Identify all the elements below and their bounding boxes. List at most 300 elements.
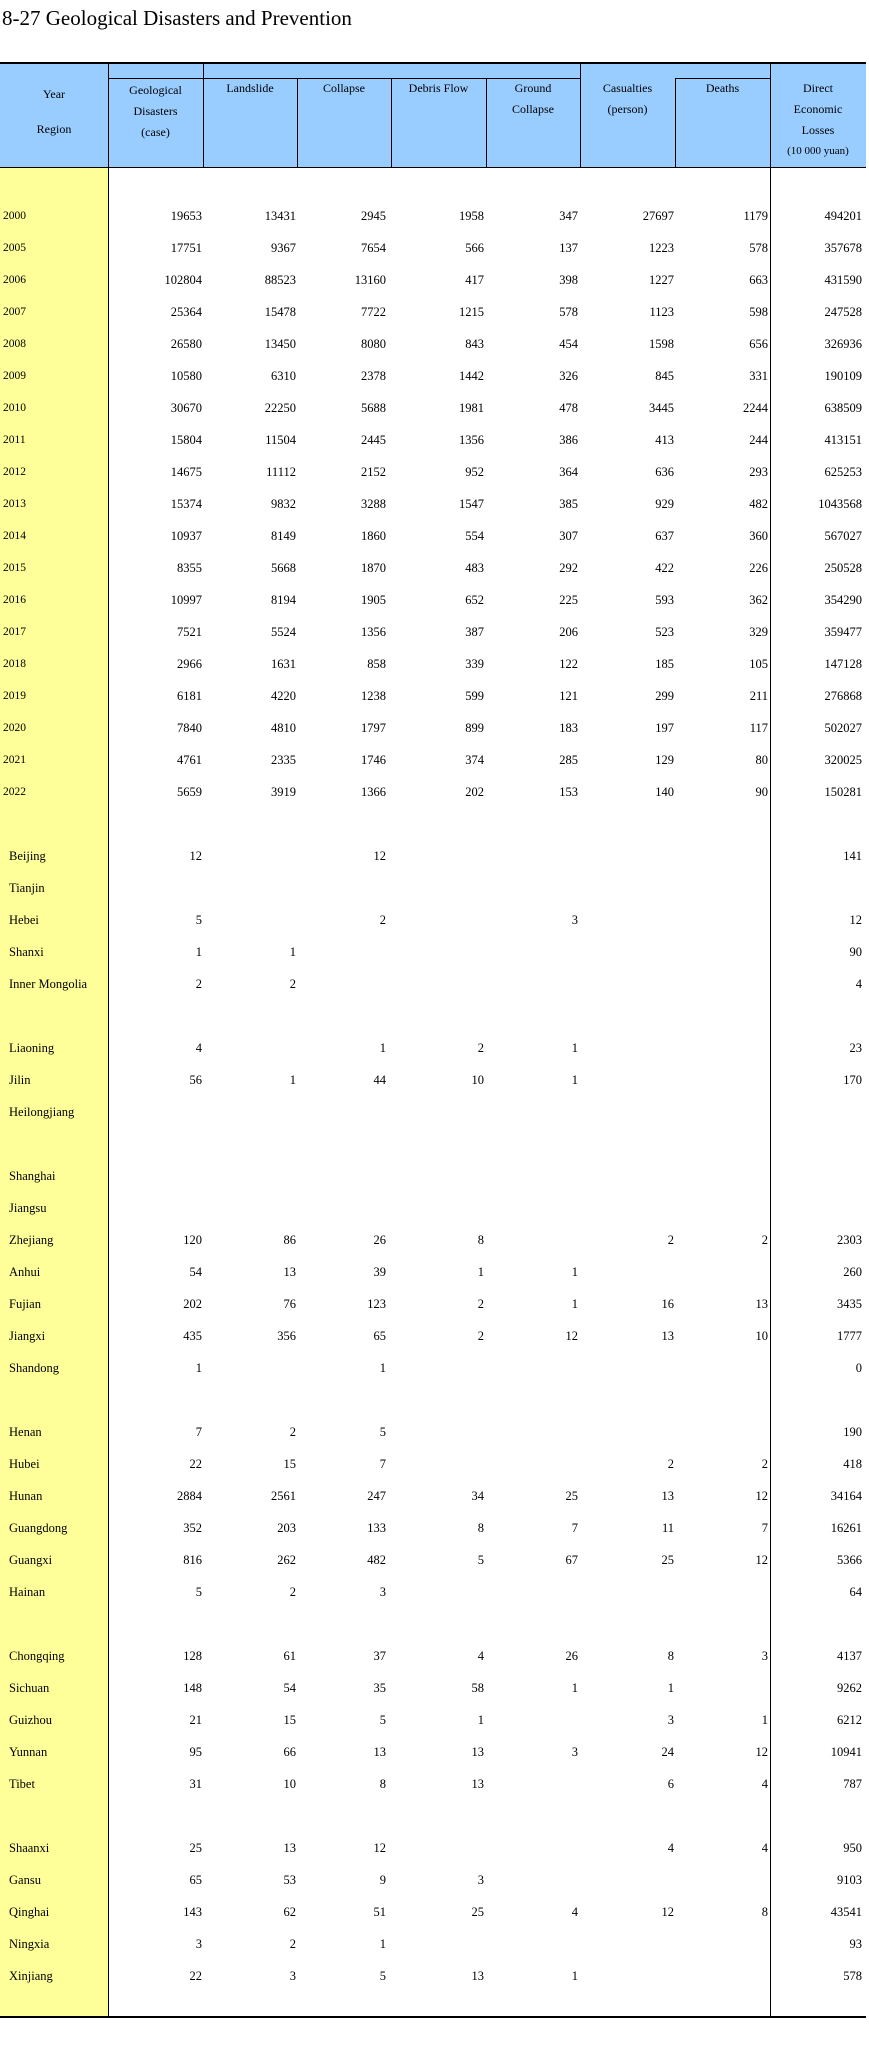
region-label: Tianjin	[9, 881, 45, 895]
table-cell: 7	[571, 1521, 578, 1535]
table-cell: 4810	[271, 721, 296, 735]
table-cell: 5	[379, 1713, 386, 1727]
table-cell: 7	[379, 1457, 386, 1471]
table-cell: 22	[189, 1457, 202, 1471]
table-cell: 10937	[170, 529, 202, 543]
table-cell: 10580	[170, 369, 202, 383]
region-row	[0, 872, 866, 904]
table-cell: 8080	[361, 337, 386, 351]
table-cell: 482	[749, 497, 768, 511]
region-label: Jiangsu	[9, 1201, 47, 1215]
header-landslide: Landslide	[226, 81, 274, 95]
table-cell: 362	[749, 593, 768, 607]
table-cell: 1981	[459, 401, 484, 415]
table-cell: 398	[559, 273, 578, 287]
table-cell: 413	[655, 433, 674, 447]
table-cell: 13	[661, 1489, 674, 1503]
table-cell: 454	[559, 337, 578, 351]
table-cell: 31	[189, 1777, 202, 1791]
table-cell: 385	[559, 497, 578, 511]
year-label: 2012	[3, 466, 26, 478]
table-cell: 816	[183, 1553, 202, 1567]
table-cell: 13	[471, 1777, 484, 1791]
table-cell: 44	[373, 1073, 386, 1087]
table-cell: 1	[289, 945, 296, 959]
region-label: Chongqing	[9, 1649, 65, 1663]
table-cell: 1442	[459, 369, 484, 383]
table-cell: 13	[755, 1297, 768, 1311]
year-row	[0, 552, 866, 584]
table-bottom-rule	[0, 2016, 866, 2018]
table-cell: 12	[755, 1489, 768, 1503]
table-cell: 952	[465, 465, 484, 479]
table-cell: 1598	[649, 337, 674, 351]
table-cell: 3	[289, 1969, 296, 1983]
region-row	[0, 1576, 866, 1608]
table-cell: 1860	[361, 529, 386, 543]
table-cell: 299	[655, 689, 674, 703]
table-cell: 2244	[743, 401, 768, 415]
table-cell: 4	[195, 1041, 202, 1055]
table-cell: 1356	[361, 625, 386, 639]
table-cell: 11112	[266, 465, 296, 479]
region-label: Hainan	[9, 1585, 46, 1599]
table-cell: 276868	[824, 689, 862, 703]
table-cell: 494201	[824, 209, 862, 223]
region-row	[0, 1448, 866, 1480]
table-cell: 858	[367, 657, 386, 671]
table-cell: 7840	[177, 721, 202, 735]
table-cell: 13	[283, 1841, 296, 1855]
table-cell: 5	[195, 913, 202, 927]
year-label: 2011	[3, 434, 26, 446]
region-label: Tibet	[9, 1777, 35, 1791]
page-title: 8-27 Geological Disasters and Prevention	[2, 6, 352, 30]
table-cell: 357678	[824, 241, 862, 255]
table-cell: 12	[849, 913, 862, 927]
table-cell: 1	[379, 1041, 386, 1055]
table-cell: 6181	[177, 689, 202, 703]
table-cell: 3	[477, 1873, 484, 1887]
table-cell: 5	[379, 1969, 386, 1983]
table-cell: 2	[477, 1329, 484, 1343]
table-cell: 578	[749, 241, 768, 255]
table-cell: 76	[283, 1297, 296, 1311]
year-label: 2022	[3, 786, 26, 798]
table-cell: 1043568	[818, 497, 862, 511]
table-cell: 19653	[170, 209, 202, 223]
year-label: 2015	[3, 562, 26, 574]
table-cell: 3	[761, 1649, 768, 1663]
table-cell: 4761	[177, 753, 202, 767]
table-cell: 1	[477, 1265, 484, 1279]
table-cell: 25	[471, 1905, 484, 1919]
table-cell: 1366	[361, 785, 386, 799]
table-cell: 845	[655, 369, 674, 383]
table-cell: 3	[195, 1937, 202, 1951]
table-cell: 15	[283, 1713, 296, 1727]
table-cell: 150281	[824, 785, 862, 799]
table-cell: 2966	[177, 657, 202, 671]
region-label: Fujian	[9, 1297, 41, 1311]
table-cell: 8194	[271, 593, 296, 607]
table-cell: 1	[571, 1297, 578, 1311]
region-row	[0, 1096, 866, 1128]
table-cell: 1870	[361, 561, 386, 575]
table-cell: 10941	[830, 1745, 862, 1759]
table-cell: 67	[565, 1553, 578, 1567]
table-cell: 422	[655, 561, 674, 575]
region-label: Shaanxi	[9, 1841, 50, 1855]
table-cell: 203	[277, 1521, 296, 1535]
table-cell: 435	[183, 1329, 202, 1343]
table-cell: 4	[667, 1841, 674, 1855]
table-cell: 2945	[361, 209, 386, 223]
header-year: Year	[42, 87, 66, 101]
table-cell: 2335	[271, 753, 296, 767]
year-row	[0, 424, 866, 456]
table-cell: 2	[289, 1425, 296, 1439]
column-divider	[486, 78, 487, 168]
table-cell: 431590	[824, 273, 862, 287]
table-cell: 13	[471, 1745, 484, 1759]
table-cell: 1	[477, 1713, 484, 1727]
table-cell: 2303	[837, 1233, 862, 1247]
table-cell: 34164	[830, 1489, 862, 1503]
year-label: 2019	[3, 690, 26, 702]
region-row	[0, 1416, 866, 1448]
table-cell: 30670	[170, 401, 202, 415]
region-row	[0, 936, 866, 968]
table-cell: 293	[749, 465, 768, 479]
table-cell: 15804	[170, 433, 202, 447]
table-cell: 843	[465, 337, 484, 351]
data-table	[0, 62, 866, 2018]
header-region: Region	[36, 122, 72, 136]
table-cell: 307	[559, 529, 578, 543]
table-cell: 3	[667, 1713, 674, 1727]
table-cell: 347	[559, 209, 578, 223]
table-cell: 34	[471, 1489, 484, 1503]
table-cell: 128	[183, 1649, 202, 1663]
table-cell: 359477	[824, 625, 862, 639]
year-row	[0, 488, 866, 520]
table-cell: 2	[761, 1233, 768, 1247]
table-cell: 26580	[170, 337, 202, 351]
column-divider	[580, 62, 581, 168]
table-cell: 7521	[177, 625, 202, 639]
table-cell: 331	[749, 369, 768, 383]
table-cell: 0	[855, 1361, 862, 1375]
table-cell: 1179	[743, 209, 768, 223]
region-row	[0, 1064, 866, 1096]
table-cell: 10	[283, 1777, 296, 1791]
table-cell: 13	[471, 1969, 484, 1983]
region-row	[0, 1672, 866, 1704]
table-cell: 1	[195, 945, 202, 959]
region-label: Qinghai	[9, 1905, 50, 1919]
table-cell: 66	[283, 1745, 296, 1759]
table-cell: 5668	[271, 561, 296, 575]
table-cell: 1547	[459, 497, 484, 511]
table-cell: 1215	[459, 305, 484, 319]
table-cell: 54	[283, 1681, 296, 1695]
table-cell: 374	[465, 753, 484, 767]
table-cell: 1	[379, 1937, 386, 1951]
table-cell: 148	[183, 1681, 202, 1695]
table-cell: 356	[277, 1329, 296, 1343]
table-cell: 1746	[361, 753, 386, 767]
table-cell: 567027	[824, 529, 862, 543]
table-cell: 27697	[642, 209, 674, 223]
table-cell: 638509	[824, 401, 862, 415]
table-cell: 3445	[649, 401, 674, 415]
year-row	[0, 328, 866, 360]
table-cell: 320025	[824, 753, 862, 767]
year-row	[0, 680, 866, 712]
table-cell: 14675	[170, 465, 202, 479]
table-cell: 386	[559, 433, 578, 447]
table-cell: 12	[755, 1745, 768, 1759]
year-row	[0, 616, 866, 648]
table-cell: 3288	[361, 497, 386, 511]
header-casualties: Casualties (person)	[602, 81, 653, 116]
table-cell: 22250	[264, 401, 296, 415]
region-label: Beijing	[9, 849, 46, 863]
region-label: Hebei	[9, 913, 39, 927]
table-cell: 1223	[649, 241, 674, 255]
table-cell: 285	[559, 753, 578, 767]
header-subrule-right	[675, 78, 770, 79]
table-cell: 185	[655, 657, 674, 671]
region-label: Henan	[9, 1425, 42, 1439]
table-cell: 13431	[264, 209, 296, 223]
table-cell: 5	[477, 1553, 484, 1567]
year-row	[0, 712, 866, 744]
region-row	[0, 1512, 866, 1544]
table-cell: 21	[189, 1713, 202, 1727]
table-cell: 2	[379, 913, 386, 927]
table-cell: 2	[195, 977, 202, 991]
region-row	[0, 1480, 866, 1512]
table-cell: 80	[755, 753, 768, 767]
region-row	[0, 1704, 866, 1736]
table-cell: 1238	[361, 689, 386, 703]
table-cell: 2378	[361, 369, 386, 383]
table-cell: 292	[559, 561, 578, 575]
table-cell: 260	[843, 1265, 862, 1279]
region-label: Xinjiang	[9, 1969, 53, 1983]
table-cell: 1631	[271, 657, 296, 671]
table-cell: 326936	[824, 337, 862, 351]
table-cell: 3919	[271, 785, 296, 799]
table-cell: 133	[367, 1521, 386, 1535]
table-cell: 1	[571, 1265, 578, 1279]
table-cell: 1905	[361, 593, 386, 607]
table-cell: 23	[849, 1041, 862, 1055]
table-cell: 247528	[824, 305, 862, 319]
column-divider	[675, 78, 676, 168]
table-cell: 22	[189, 1969, 202, 1983]
header-collapse: Collapse	[323, 81, 365, 95]
region-label: Guangdong	[9, 1521, 68, 1535]
table-cell: 364	[559, 465, 578, 479]
table-cell: 4137	[837, 1649, 862, 1663]
region-label: Liaoning	[9, 1041, 55, 1055]
year-label: 2007	[3, 306, 26, 318]
region-row	[0, 1288, 866, 1320]
region-row	[0, 1896, 866, 1928]
table-top-rule	[0, 62, 866, 64]
table-cell: 90	[849, 945, 862, 959]
table-cell: 141	[843, 849, 862, 863]
table-cell: 12	[755, 1553, 768, 1567]
region-label: Inner Mongolia	[9, 977, 88, 991]
table-cell: 56	[189, 1073, 202, 1087]
table-cell: 8	[761, 1905, 768, 1919]
table-cell: 656	[749, 337, 768, 351]
table-cell: 578	[559, 305, 578, 319]
table-cell: 599	[465, 689, 484, 703]
year-label: 2000	[3, 210, 26, 222]
table-cell: 2	[761, 1457, 768, 1471]
table-cell: 2	[289, 977, 296, 991]
table-cell: 122	[559, 657, 578, 671]
table-cell: 53	[283, 1873, 296, 1887]
table-cell: 6212	[837, 1713, 862, 1727]
table-cell: 65	[189, 1873, 202, 1887]
header-geological-disasters: Geological Disasters (case)	[129, 83, 182, 139]
table-cell: 58	[471, 1681, 484, 1695]
table-cell: 1	[289, 1073, 296, 1087]
table-cell: 6	[667, 1777, 674, 1791]
year-row	[0, 296, 866, 328]
table-cell: 1	[571, 1969, 578, 1983]
table-cell: 11504	[265, 433, 296, 447]
region-label: Zhejiang	[9, 1233, 54, 1247]
year-row	[0, 584, 866, 616]
table-cell: 190	[843, 1425, 862, 1439]
table-cell: 10997	[170, 593, 202, 607]
table-cell: 352	[183, 1521, 202, 1535]
table-cell: 5688	[361, 401, 386, 415]
table-cell: 11	[661, 1521, 674, 1535]
table-cell: 93	[849, 1937, 862, 1951]
region-row	[0, 1352, 866, 1384]
table-cell: 1777	[837, 1329, 862, 1343]
region-row	[0, 1192, 866, 1224]
table-cell: 2	[289, 1585, 296, 1599]
table-cell: 950	[843, 1841, 862, 1855]
table-cell: 663	[749, 273, 768, 287]
table-cell: 13160	[354, 273, 386, 287]
region-row	[0, 1640, 866, 1672]
table-cell: 417	[465, 273, 484, 287]
table-cell: 523	[655, 625, 674, 639]
table-cell: 4	[761, 1777, 768, 1791]
table-cell: 9	[379, 1873, 386, 1887]
table-cell: 120	[183, 1233, 202, 1247]
table-cell: 226	[749, 561, 768, 575]
table-cell: 25	[189, 1841, 202, 1855]
table-cell: 7	[195, 1425, 202, 1439]
table-cell: 88523	[264, 273, 296, 287]
region-label: Yunnan	[9, 1745, 48, 1759]
table-cell: 247	[367, 1489, 386, 1503]
table-cell: 360	[749, 529, 768, 543]
table-cell: 16	[661, 1297, 674, 1311]
table-cell: 12	[565, 1329, 578, 1343]
region-row	[0, 1256, 866, 1288]
table-cell: 190109	[824, 369, 862, 383]
table-cell: 129	[655, 753, 674, 767]
region-label: Guizhou	[9, 1713, 53, 1727]
table-cell: 64	[849, 1585, 862, 1599]
table-cell: 13	[373, 1745, 386, 1759]
table-cell: 102804	[164, 273, 202, 287]
table-cell: 483	[465, 561, 484, 575]
table-cell: 3435	[837, 1297, 862, 1311]
table-cell: 1958	[459, 209, 484, 223]
year-row	[0, 776, 866, 808]
table-cell: 183	[559, 721, 578, 735]
table-cell: 4	[761, 1841, 768, 1855]
region-row	[0, 1864, 866, 1896]
table-cell: 26	[565, 1649, 578, 1663]
table-cell: 787	[843, 1777, 862, 1791]
table-cell: 37	[373, 1649, 386, 1663]
region-label: Sichuan	[9, 1681, 50, 1695]
region-row	[0, 1960, 866, 1992]
table-cell: 10	[471, 1073, 484, 1087]
table-cell: 2	[289, 1937, 296, 1951]
region-label: Jiangxi	[9, 1329, 46, 1343]
column-divider	[203, 62, 204, 168]
table-cell: 2561	[271, 1489, 296, 1503]
table-cell: 1	[667, 1681, 674, 1695]
table-cell: 105	[749, 657, 768, 671]
table-cell: 5659	[177, 785, 202, 799]
region-label: Shanghai	[9, 1169, 56, 1183]
header-ground-collapse: Ground Collapse	[512, 81, 554, 116]
table-cell: 13	[283, 1265, 296, 1279]
table-cell: 65	[373, 1329, 386, 1343]
table-cell: 26	[373, 1233, 386, 1247]
table-cell: 206	[559, 625, 578, 639]
table-cell: 86	[283, 1233, 296, 1247]
table-cell: 262	[277, 1553, 296, 1567]
table-cell: 418	[843, 1457, 862, 1471]
header-direct-losses: Direct Economic Losses (10 000 yuan)	[787, 81, 849, 157]
table-cell: 16261	[830, 1521, 862, 1535]
header-subrule-left	[108, 78, 580, 79]
table-cell: 482	[367, 1553, 386, 1567]
table-cell: 1	[571, 1073, 578, 1087]
table-cell: 4220	[271, 689, 296, 703]
table-cell: 43541	[830, 1905, 862, 1919]
table-cell: 25	[565, 1489, 578, 1503]
table-cell: 12	[373, 849, 386, 863]
region-label: Guangxi	[9, 1553, 53, 1567]
year-label: 2021	[3, 754, 26, 766]
table-cell: 9367	[271, 241, 296, 255]
region-label: Shandong	[9, 1361, 59, 1375]
table-cell: 4	[477, 1649, 484, 1663]
table-cell: 137	[559, 241, 578, 255]
region-row	[0, 1832, 866, 1864]
header-bottom-rule	[0, 167, 866, 168]
table-cell: 326	[559, 369, 578, 383]
